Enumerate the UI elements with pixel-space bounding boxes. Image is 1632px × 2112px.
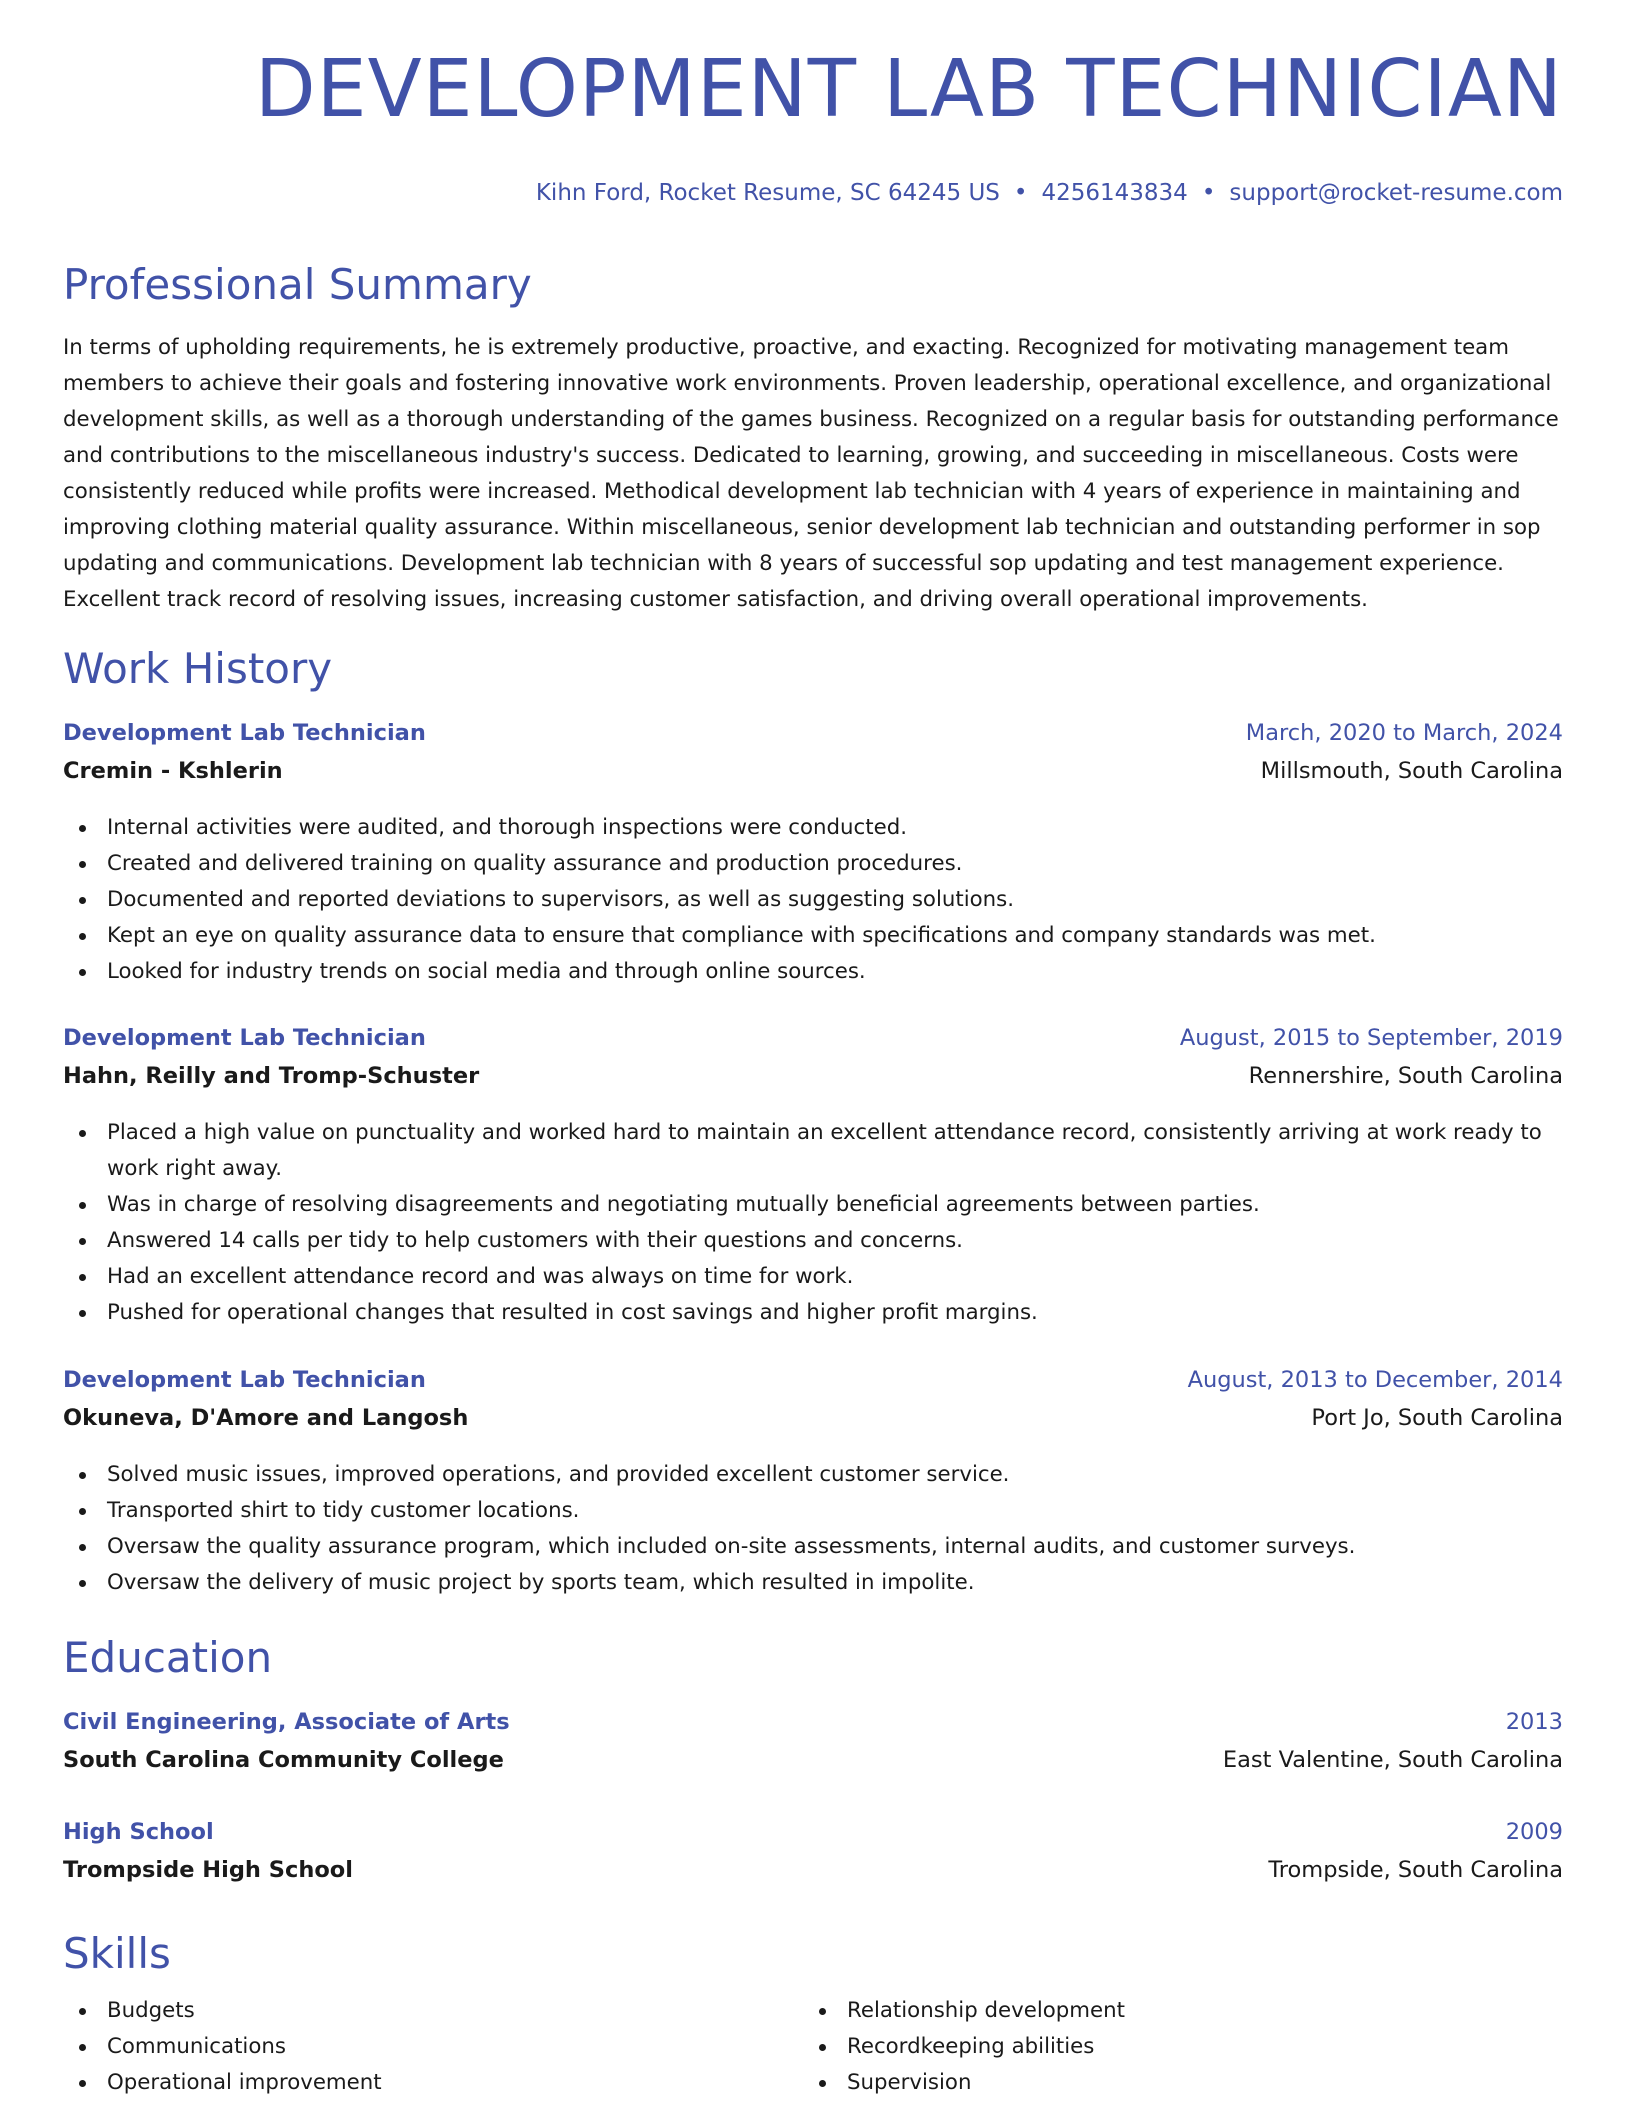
list-item: Supervision: [803, 2065, 1563, 2101]
job-location: Rennershire, South Carolina: [1248, 1063, 1563, 1089]
job-duties-list: [63, 1115, 1563, 1331]
job-title: Development Lab Technician: [63, 1025, 426, 1051]
contact-address: Kihn Ford, Rocket Resume, SC 64245 US: [535, 180, 1000, 206]
section-heading-education: Education: [63, 1633, 273, 1682]
contact-line: [536, 180, 1563, 206]
section-heading-skills: Skills: [63, 1929, 171, 1978]
list-item: Relationship development: [803, 1993, 1563, 2029]
list-item: Kept an eye on quality assurance data to ensure that compliance with specifications and company standards was met.: [63, 918, 1563, 954]
list-item: Placed a high value on punctuality and worked hard to maintain an excellent attendance record, consistently arriving at work ready to work right away.: [63, 1115, 1563, 1187]
job-location: Millsmouth, South Carolina: [1260, 758, 1563, 784]
skills-column-left: [63, 1993, 803, 2101]
job-header-row: [63, 720, 1563, 758]
education-school: Trompside High School: [63, 1857, 353, 1883]
job-company: Cremin - Kshlerin: [63, 758, 283, 784]
job-entry: [63, 720, 1563, 990]
education-year: 2009: [1505, 1819, 1563, 1845]
education-degree: High School: [63, 1819, 214, 1845]
list-item: Recordkeeping abilities: [803, 2029, 1563, 2065]
job-location: Port Jo, South Carolina: [1311, 1405, 1563, 1431]
education-header-row: [63, 1819, 1563, 1857]
job-title: Development Lab Technician: [63, 720, 426, 746]
job-dates: August, 2015 to September, 2019: [1179, 1025, 1563, 1051]
job-company-row: [63, 1405, 1563, 1443]
list-item: Oversaw the delivery of music project by sports team, which resulted in impolite.: [63, 1565, 1563, 1601]
education-school: South Carolina Community College: [63, 1747, 504, 1773]
list-item: Pushed for operational changes that resulted in cost savings and higher profit margins.: [63, 1295, 1563, 1331]
list-item: Solved music issues, improved operations, and provided excellent customer service.: [63, 1457, 1563, 1493]
education-location: East Valentine, South Carolina: [1222, 1747, 1563, 1773]
list-item: Looked for industry trends on social media and through online sources.: [63, 954, 1563, 990]
job-header-row: [63, 1025, 1563, 1063]
job-header-row: [63, 1367, 1563, 1405]
job-dates: August, 2013 to December, 2014: [1187, 1367, 1563, 1393]
bullet-separator: •: [1013, 180, 1028, 206]
job-company-row: [63, 758, 1563, 796]
contact-email: support@rocket-resume.com: [1229, 180, 1563, 206]
list-item: Created and delivered training on quality assurance and production procedures.: [63, 846, 1563, 882]
education-header-row: [63, 1709, 1563, 1747]
section-heading-summary: Professional Summary: [63, 260, 532, 309]
summary-text: In terms of upholding requirements, he is extremely productive, proactive, and exacting. Recognized for motivating management team members to achieve their goals and fostering innovative work environments. Proven leadership, operational excellence, and organizational development skills, as well as a thorough understanding of the games business. Recognized on a regular basis for outstanding performance and contributions to the miscellaneous industry's success. Dedicated to learning, growing, and succeeding in miscellaneous. Costs were consistently reduced while profits were increased. Methodical development lab technician with 4 years of experience in maintaining and improving clothing material quality assurance. Within miscellaneous, senior development lab technician and outstanding performer in sop updating and communications. Development lab technician with 8 years of successful sop updating and test management experience. Excellent track record of resolving issues, increasing customer satisfaction, and driving overall operational improvements.: [63, 335, 1559, 612]
list-item: Transported shirt to tidy customer locations.: [63, 1493, 1563, 1529]
list-item: Documented and reported deviations to supervisors, as well as suggesting solutions.: [63, 882, 1563, 918]
job-company: Okuneva, D'Amore and Langosh: [63, 1405, 469, 1431]
job-company: Hahn, Reilly and Tromp-Schuster: [63, 1063, 480, 1089]
section-heading-work-history: Work History: [63, 644, 333, 693]
job-duties-list: [63, 1457, 1563, 1601]
list-item: Budgets: [63, 1993, 803, 2029]
job-duties-list: [63, 810, 1563, 990]
bullet-separator: •: [1201, 180, 1216, 206]
list-item: Was in charge of resolving disagreements and negotiating mutually beneficial agreements between parties.: [63, 1187, 1563, 1223]
education-year: 2013: [1505, 1709, 1563, 1735]
list-item: Communications: [63, 2029, 803, 2065]
list-item: Operational improvement: [63, 2065, 803, 2101]
list-item: Oversaw the quality assurance program, which included on-site assessments, internal audits, and customer surveys.: [63, 1529, 1563, 1565]
list-item: Internal activities were audited, and thorough inspections were conducted.: [63, 810, 1563, 846]
contact-phone: 4256143834: [1041, 180, 1188, 206]
list-item: Answered 14 calls per tidy to help customers with their questions and concerns.: [63, 1223, 1563, 1259]
job-dates: March, 2020 to March, 2024: [1245, 720, 1563, 746]
education-school-row: [63, 1857, 1563, 1895]
list-item: Had an excellent attendance record and was always on time for work.: [63, 1259, 1563, 1295]
job-title: Development Lab Technician: [63, 1367, 426, 1393]
job-entry: [63, 1025, 1563, 1331]
job-entry: [63, 1367, 1563, 1601]
education-entry: [63, 1819, 1563, 1895]
education-location: Trompside, South Carolina: [1268, 1857, 1563, 1883]
education-entry: [63, 1709, 1563, 1785]
education-school-row: [63, 1747, 1563, 1785]
job-company-row: [63, 1063, 1563, 1101]
resume-title: DEVELOPMENT LAB TECHNICIAN: [254, 43, 1563, 135]
education-degree: Civil Engineering, Associate of Arts: [63, 1709, 510, 1735]
skills-column-right: [803, 1993, 1563, 2101]
